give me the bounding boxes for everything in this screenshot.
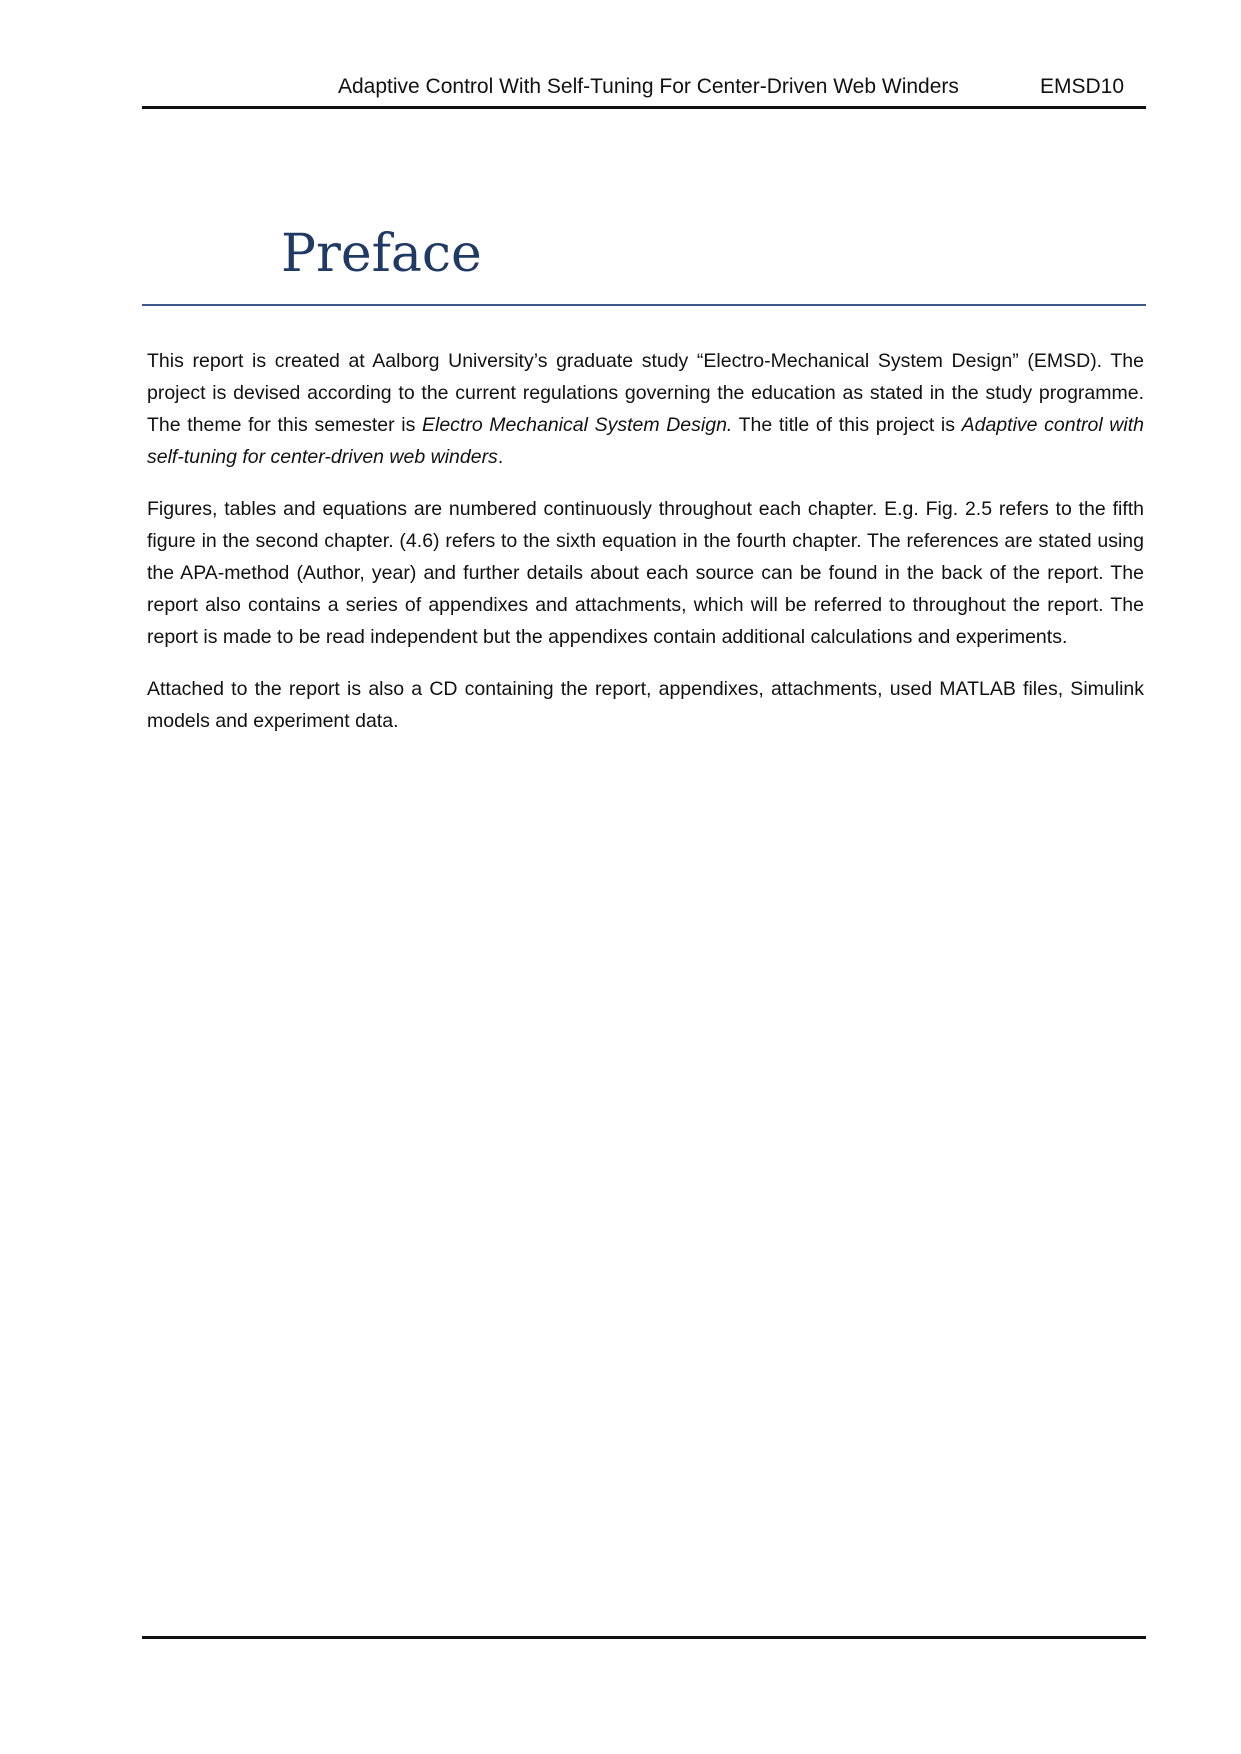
paragraph-attachments: Attached to the report is also a CD containing the report, appendixes, attachments, used MATLAB files, Simulink models and experiment data. <box>147 678 1144 732</box>
body-text <box>147 345 1144 757</box>
header-title: Adaptive Control With Self-Tuning For Center-Driven Web Winders <box>338 75 959 98</box>
footer-divider <box>142 1636 1146 1639</box>
semester-theme: Electro Mechanical System Design. <box>421 414 733 436</box>
paragraph-numbering: Figures, tables and equations are numbered continuously throughout each chapter. E.g. Fig. 2.5 refers to the fifth figure in the second chapter. (4.6) refers to the sixth equation in the fourth chapter. The references are stated using the APA-method (Author, year) and further details about each source can be found in the back of the report. The report also contains a series of appendixes and attachments, which will be referred to throughout the report. The report is made to be read independent but the appendixes contain additional calculations and experiments. <box>147 498 1144 648</box>
paragraph-intro <box>147 345 1144 473</box>
header-code: EMSD10 <box>1040 75 1125 98</box>
intro-text-end: . <box>497 446 504 468</box>
title-divider <box>142 304 1146 306</box>
page-header <box>142 70 1146 109</box>
intro-text-middle: The title of this project is <box>732 414 962 436</box>
chapter-title: Preface <box>281 224 482 284</box>
intro-text-start: This report is created at Aalborg University’s graduate study “Electro-Mechanical System Design” (EMSD). The project is devised according to the current regulations governing the education as stated in the study programme. The theme for this semester is <box>147 350 1144 436</box>
project-title: Adaptive control with self-tuning for center-driven web winders <box>147 414 1144 468</box>
